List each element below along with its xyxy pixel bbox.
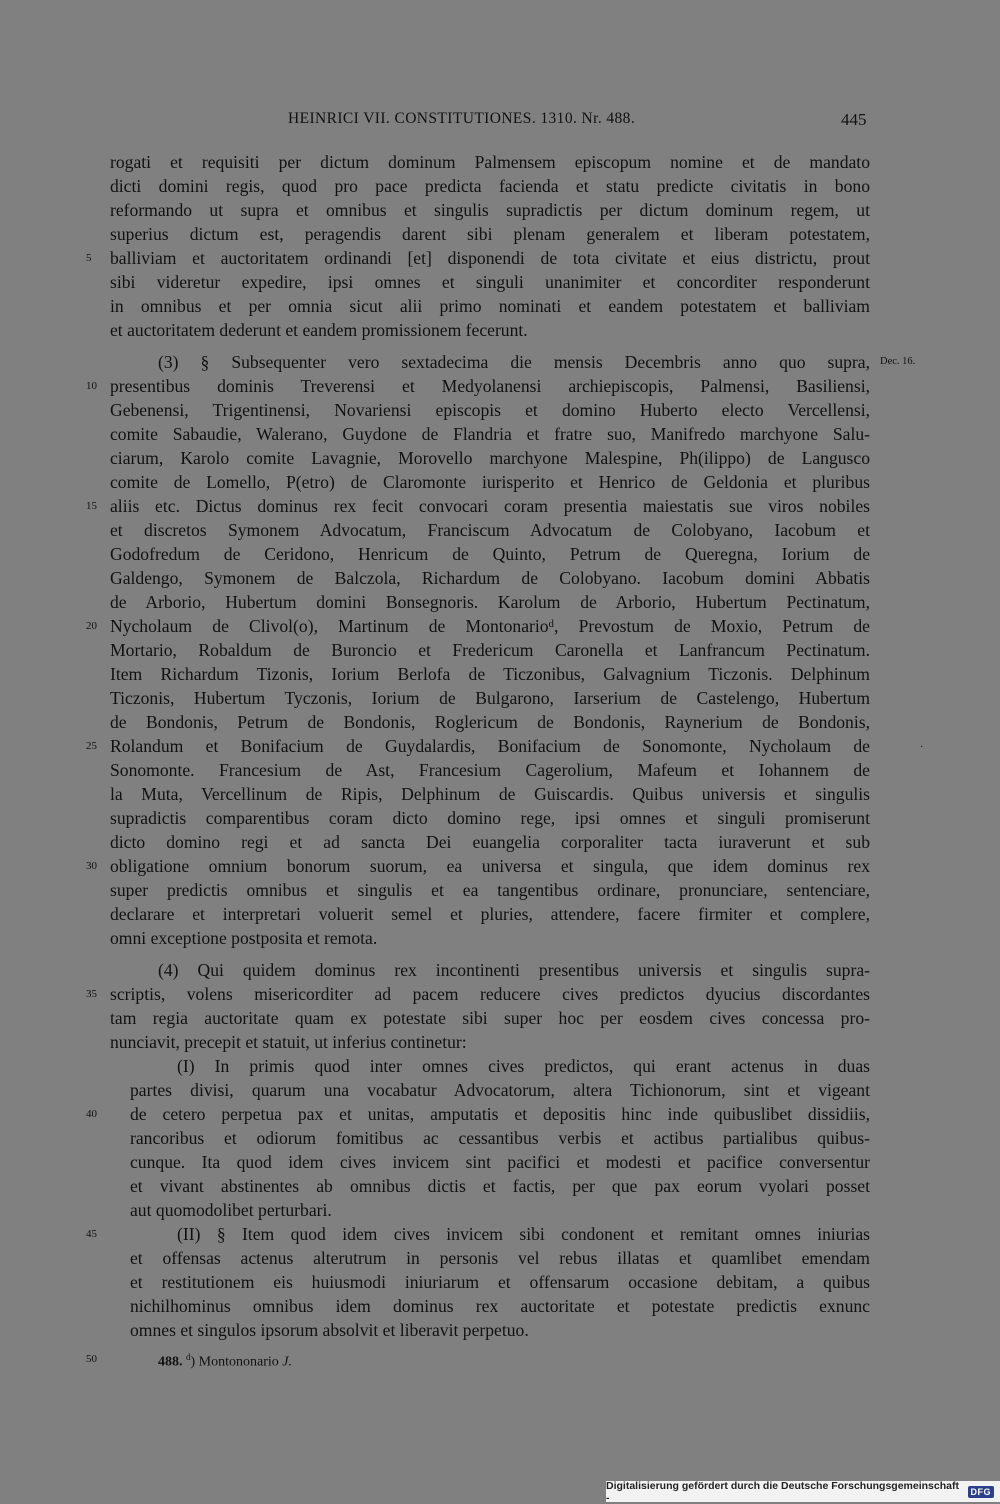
text-line: et discretos Symonem Advocatum, Franciscum Advocatum de Colobyano, Iacobum et <box>110 520 870 540</box>
line-number: 35 <box>86 988 97 1000</box>
text-line: la Muta, Vercellinum de Ripis, Delphinum de Guiscardis. Quibus universis et singulis <box>110 784 870 804</box>
line-number: 40 <box>86 1108 97 1120</box>
text-line: supradictis comparentibus coram dicto domino rege, ipsi omnes et singuli promiserunt <box>110 808 870 828</box>
running-title: HEINRICI VII. CONSTITUTIONES. 1310. Nr. 488. <box>288 110 636 127</box>
text-line: rogati et requisiti per dictum dominum Palmensem episcopum nomine et de mandato <box>110 152 870 172</box>
banner-text: Digitalisierung gefördert durch die Deutsche Forschungsgemeinschaft - <box>606 1479 959 1504</box>
digitization-banner <box>606 1481 1000 1502</box>
text-line: super predictis omnibus et singulis et ea tangentibus ordinare, pronunciare, sentenciare, <box>110 880 870 900</box>
margin-date-note: Dec. 16. <box>880 356 916 367</box>
line-number: 15 <box>86 500 97 512</box>
text-line: nunciavit, precepit et statuit, ut inferius continetur: <box>110 1032 467 1052</box>
line-number: 20 <box>86 620 97 632</box>
text-line: balliviam et auctoritatem ordinandi [et] disponendi de tota civitate et eius districtu, prout <box>110 248 870 268</box>
footnote-marker: d <box>186 1352 191 1362</box>
text-line: Godofredum de Ceridono, Henricum de Quinto, Petrum de Queregna, Iorium de <box>110 544 870 564</box>
footnote-siglum: J. <box>282 1354 292 1370</box>
text-line: dicti domini regis, quod pro pace predicta facienda et statu predicte civitatis in bono <box>110 176 870 196</box>
text-line: Nycholaum de Clivol(o), Martinum de Montonarioᵈ, Prevostum de Moxio, Petrum de <box>110 616 870 636</box>
text-line: partes divisi, quarum una vocabatur Advocatorum, altera Tichionorum, sint et vigeant <box>130 1080 870 1100</box>
text-line: aliis etc. Dictus dominus rex fecit convocari coram presentia maiestatis sue viros nobiles <box>110 496 870 516</box>
text-line: rancoribus et odiorum fomitibus ac cessantibus verbis et actibus partialibus quibus- <box>130 1128 870 1148</box>
text-line: Rolandum et Bonifacium de Guydalardis, Bonifacium de Sonomonte, Nycholaum de <box>110 736 870 756</box>
text-line: Ticzonis, Hubertum Tyczonis, Iorium de Bulgarono, Iarserium de Castelengo, Hubertum <box>110 688 870 708</box>
text-line: (3) § Subsequenter vero sextadecima die mensis Decembris anno quo supra, <box>158 352 870 372</box>
text-line: Galdengo, Symonem de Balczola, Richardum de Colobyano. Iacobum domini Abbatis <box>110 568 870 588</box>
dfg-logo-icon: DFG <box>968 1486 995 1498</box>
line-number: 10 <box>86 380 97 392</box>
footnote-text: ) Montononario <box>190 1354 283 1370</box>
text-line: et auctoritatem dederunt et eandem promissionem fecerunt. <box>110 320 528 340</box>
stray-mark: · <box>920 742 924 753</box>
text-line: (4) Qui quidem dominus rex incontinenti presentibus universis et singulis supra- <box>158 960 870 980</box>
text-line: de cetero perpetua pax et unitas, amputatis et depositis hinc inde quibuslibet dissidiis, <box>130 1104 870 1124</box>
text-line: presentibus dominis Treverensi et Medyolanensi archiepiscopis, Palmensi, Basiliensi, <box>110 376 870 396</box>
text-line: Item Richardum Tizonis, Iorium Berlofa de Ticzonibus, Galvagnium Ticzonis. Delphinum <box>110 664 870 684</box>
text-line: reformando ut supra et omnibus et singulis supradictis per dictum dominum regem, ut <box>110 200 870 220</box>
text-line: obligatione omnium bonorum suorum, ea universa et singula, que idem dominus rex <box>110 856 870 876</box>
text-line: omni exceptione postposita et remota. <box>110 928 378 948</box>
page-number: 445 <box>841 110 867 129</box>
text-line: superius dictum est, peragendis darent sibi plenam generalem et liberam potestatem, <box>110 224 870 244</box>
text-line: et offensas actenus alterutrum in personis vel rebus illatas et quamlibet emendam <box>130 1248 870 1268</box>
text-line: scriptis, volens misericorditer ad pacem reducere cives predictos dyucius discordantes <box>110 984 870 1004</box>
text-line: Mortario, Robaldum de Buroncio et Fredericum Caronella et Lanfrancum Pectinatum. <box>110 640 870 660</box>
text-line: tam regia auctoritate quam ex potestate sibi super hoc per eosdem cives concessa pro- <box>110 1008 870 1028</box>
text-line: declarare et interpretari voluerit semel et pluries, attendere, facere firmiter et complere, <box>110 904 870 924</box>
line-number: 25 <box>86 740 97 752</box>
text-line: Sonomonte. Francesium de Ast, Francesium Cagerolium, Mafeum et Iohannem de <box>110 760 870 780</box>
line-number: 45 <box>86 1228 97 1240</box>
line-number: 30 <box>86 860 97 872</box>
text-line: dicto domino regi et ad sancta Dei euangelia corporaliter tacta iuraverunt et sub <box>110 832 870 852</box>
text-line: aut quomodolibet perturbari. <box>130 1200 332 1220</box>
line-number: 50 <box>86 1353 97 1365</box>
text-line: comite de Lomello, P(etro) de Claromonte iurisperito et Henrico de Geldonia et pluribus <box>110 472 870 492</box>
text-line: Gebenensi, Trigentinensi, Novariensi episcopis et domino Huberto electo Vercellensi, <box>110 400 870 420</box>
text-line: sibi videretur expedire, ipsi omnes et singuli unanimiter et concorditer responderunt <box>110 272 870 292</box>
text-line: (II) § Item quod idem cives invicem sibi condonent et remitant omnes iniurias <box>177 1224 870 1244</box>
text-line: (I) In primis quod inter omnes cives predictos, qui erant actenus in duas <box>177 1056 870 1076</box>
footnote-number: 488. <box>158 1354 183 1370</box>
text-line: ciarum, Karolo comite Lavagnie, Morovello marchyone Malespine, Ph(ilippo) de Langusco <box>110 448 870 468</box>
footnote <box>158 1347 292 1373</box>
text-line: nichilhominus omnibus idem dominus rex auctoritate et potestate predictis exnunc <box>130 1296 870 1316</box>
text-line: comite Sabaudie, Walerano, Guydone de Flandria et fratre suo, Manifredo marchyone Salu- <box>110 424 870 444</box>
line-number: 5 <box>86 252 92 264</box>
text-line: de Arborio, Hubertum domini Bonsegnoris. Karolum de Arborio, Hubertum Pectinatum, <box>110 592 870 612</box>
text-line: et vivant abstinentes ab omnibus dictis et factis, per que pax eorum vyolari posset <box>130 1176 870 1196</box>
text-line: in omnibus et per omnia sicut alii primo nominati et eandem potestatem et balliviam <box>110 296 870 316</box>
text-line: cunque. Ita quod idem cives invicem sint pacifici et modesti et pacifice conversentur <box>130 1152 870 1172</box>
text-line: et restitutionem eis huiusmodi iniuriarum et offensarum occasione debitam, a quibus <box>130 1272 870 1292</box>
text-line: omnes et singulos ipsorum absolvit et liberavit perpetuo. <box>130 1320 529 1340</box>
text-line: de Bondonis, Petrum de Bondonis, Roglericum de Bondonis, Raynerium de Bondonis, <box>110 712 870 732</box>
